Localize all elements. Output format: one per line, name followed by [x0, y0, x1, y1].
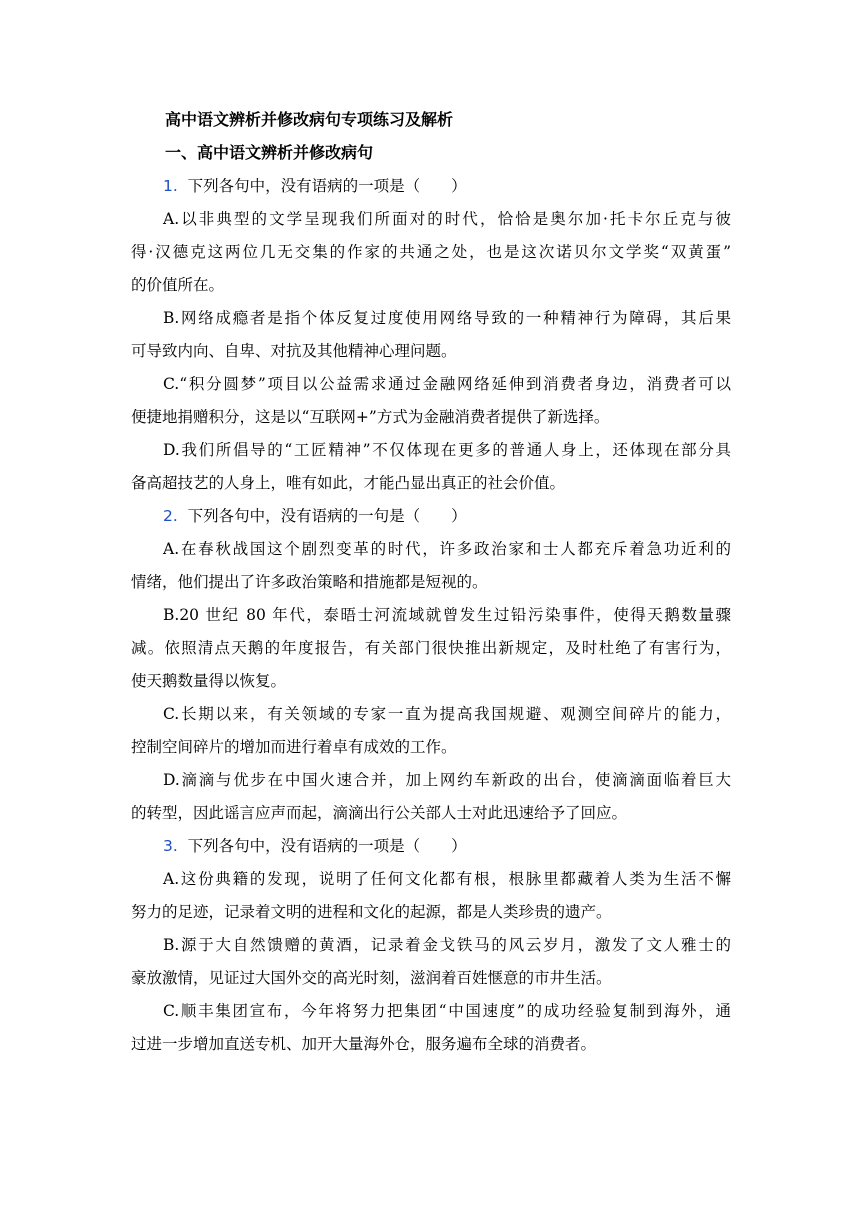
option-line: 便捷地捐赠积分，这是以“互联网+”方式为金融消费者提供了新选择。 [131, 408, 610, 426]
question-text: 下列各句中，没有语病的一项是（ ） [187, 837, 467, 855]
option-a [131, 533, 731, 599]
option-b [131, 599, 731, 698]
option-line: 控制空间碎片的增加而进行着卓有成效的工作。 [131, 738, 457, 756]
option-line: 的转型，因此谣言应声而起，滴滴出行公关部人士对此迅速给予了回应。 [131, 804, 628, 822]
option-line: C.“积分圆梦”项目以公益需求通过金融网络延伸到消费者身边，消费者可以 [163, 375, 731, 393]
option-line: A.以非典型的文学呈现我们所面对的时代，恰恰是奥尔加·托卡尔丘克与彼 [163, 210, 731, 228]
question-number: 3. [163, 837, 178, 855]
option-a [131, 203, 731, 302]
question-stem [131, 500, 731, 533]
option-line: 减。依照清点天鹅的年度报告，有关部门很快推出新规定，及时杜绝了有害行为， [131, 639, 731, 657]
option-line: B.源于大自然馈赠的黄酒，记录着金戈铁马的风云岁月，激发了文人雅士的 [163, 936, 731, 954]
option-a [131, 863, 731, 929]
section-heading: 一、高中语文辨析并修改病句 [165, 143, 374, 162]
option-c [131, 995, 731, 1061]
option-line: 情绪，他们提出了许多政治策略和措施都是短视的。 [131, 573, 488, 591]
option-line: 过进一步增加直送专机、加开大量海外仓，服务遍布全球的消费者。 [131, 1035, 597, 1053]
question-1 [131, 170, 731, 500]
option-line: B.网络成瘾者是指个体反复过度使用网络导致的一种精神行为障碍，其后果 [163, 309, 731, 327]
option-line: B.20 世纪 80 年代，泰晤士河流域就曾发生过铅污染事件，使得天鹅数量骤 [163, 606, 731, 624]
option-line: D.我们所倡导的“工匠精神”不仅体现在更多的普通人身上，还体现在部分具 [163, 441, 731, 459]
option-line: C.长期以来，有关领域的专家一直为提高我国规避、观测空间碎片的能力， [163, 705, 731, 723]
option-line: D.滴滴与优步在中国火速合并，加上网约车新政的出台，使滴滴面临着巨大 [163, 771, 731, 789]
option-c [131, 698, 731, 764]
question-3 [131, 830, 731, 1061]
question-text: 下列各句中，没有语病的一句是（ ） [187, 507, 467, 525]
option-line: 使天鹅数量得以恢复。 [131, 672, 287, 690]
question-text: 下列各句中，没有语病的一项是（ ） [187, 177, 467, 195]
option-line: A.在春秋战国这个剧烈变革的时代，许多政治家和士人都充斥着急功近利的 [163, 540, 731, 558]
option-line: 可导致内向、自卑、对抗及其他精神心理问题。 [131, 342, 457, 360]
option-b [131, 302, 731, 368]
option-c [131, 368, 731, 434]
document-title: 高中语文辨析并修改病句专项练习及解析 [165, 110, 454, 129]
option-line: A.这份典籍的发现，说明了任何文化都有根，根脉里都藏着人类为生活不懈 [163, 870, 731, 888]
question-number: 1. [163, 177, 178, 195]
option-line: 得·汉德克这两位几无交集的作家的共通之处，也是这次诺贝尔文学奖“双黄蛋” [131, 243, 731, 261]
option-b [131, 929, 731, 995]
option-line: 豪放激情，见证过大国外交的高光时刻，滋润着百姓惬意的市井生活。 [131, 969, 612, 987]
option-d [131, 764, 731, 830]
option-line: C.顺丰集团宣布，今年将努力把集团“中国速度”的成功经验复制到海外，通 [163, 1002, 731, 1020]
option-line: 备高超技艺的人身上，唯有如此，才能凸显出真正的社会价值。 [131, 474, 566, 492]
document-page [131, 108, 731, 1061]
option-line: 努力的足迹，记录着文明的进程和文化的起源，都是人类珍贵的遗产。 [131, 903, 612, 921]
option-d [131, 434, 731, 500]
question-stem [131, 170, 731, 203]
option-line: 的价值所在。 [131, 276, 225, 294]
question-stem [131, 830, 731, 863]
question-2 [131, 500, 731, 830]
question-number: 2. [163, 507, 178, 525]
